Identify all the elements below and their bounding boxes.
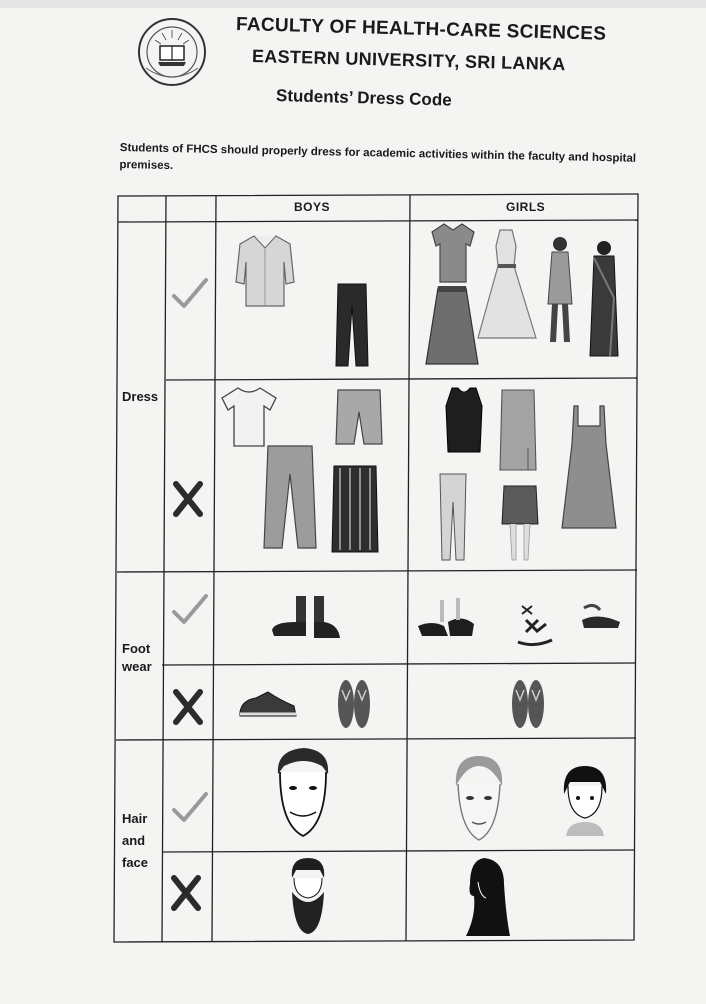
row-label-hair: Hair xyxy=(122,811,148,826)
page-subtitle: Students’ Dress Code xyxy=(275,86,452,110)
heeled-slipper-icon xyxy=(578,600,624,634)
university-title: EASTERN UNIVERSITY, SRI LANKA xyxy=(251,46,566,75)
bearded-man-face-icon xyxy=(286,856,330,936)
short-hair-girl-face-icon xyxy=(560,762,610,836)
check-icon xyxy=(170,592,210,628)
tied-hair-woman-face-icon xyxy=(452,752,506,844)
row-label-wear: wear xyxy=(122,659,152,674)
formal-trousers-icon xyxy=(334,282,370,368)
girl-in-salwar-icon xyxy=(540,234,580,346)
check-icon xyxy=(170,790,210,826)
column-header-girls: GIRLS xyxy=(506,200,546,214)
cross-icon xyxy=(168,478,208,518)
row-label-foot: Foot xyxy=(122,641,151,656)
row-label-and: and xyxy=(122,833,146,848)
cross-icon xyxy=(168,686,208,726)
t-shirt-icon xyxy=(220,384,278,450)
flip-flops-icon xyxy=(508,678,548,730)
check-icon xyxy=(170,276,210,312)
pencil-skirt-icon xyxy=(498,388,538,472)
shorts-icon xyxy=(334,388,384,448)
long-loose-hair-woman-icon xyxy=(460,856,512,938)
faculty-title: FACULTY OF HEALTH-CARE SCIENCES xyxy=(235,14,607,45)
flip-flops-icon xyxy=(334,678,374,730)
sleeveless-top-icon xyxy=(440,386,488,456)
formal-shoes-icon xyxy=(268,594,344,644)
short-hair-man-face-icon xyxy=(270,744,336,840)
woman-in-saree-icon xyxy=(584,238,624,358)
sneakers-icon xyxy=(236,686,300,720)
column-header-boys: BOYS xyxy=(294,200,331,214)
sarong-icon xyxy=(330,464,380,556)
skinny-jeans-icon xyxy=(438,472,468,562)
sandals-icon xyxy=(512,602,556,650)
row-label-face: face xyxy=(122,855,149,870)
intro-text: Students of FHCS should properly dress for academic activities within the faculty and hospital premises. xyxy=(119,141,637,173)
sleeveless-dress-icon xyxy=(560,404,618,532)
long-frock-icon xyxy=(474,226,538,344)
long-skirt-icon xyxy=(424,284,480,368)
blouse-icon xyxy=(430,222,476,284)
jeans-icon xyxy=(262,444,318,552)
mini-skirt-icon xyxy=(500,484,540,562)
row-label-dress: Dress xyxy=(122,389,159,404)
formal-shirt-icon xyxy=(234,232,296,310)
cross-icon xyxy=(166,872,206,912)
low-heel-shoes-icon xyxy=(414,596,478,642)
